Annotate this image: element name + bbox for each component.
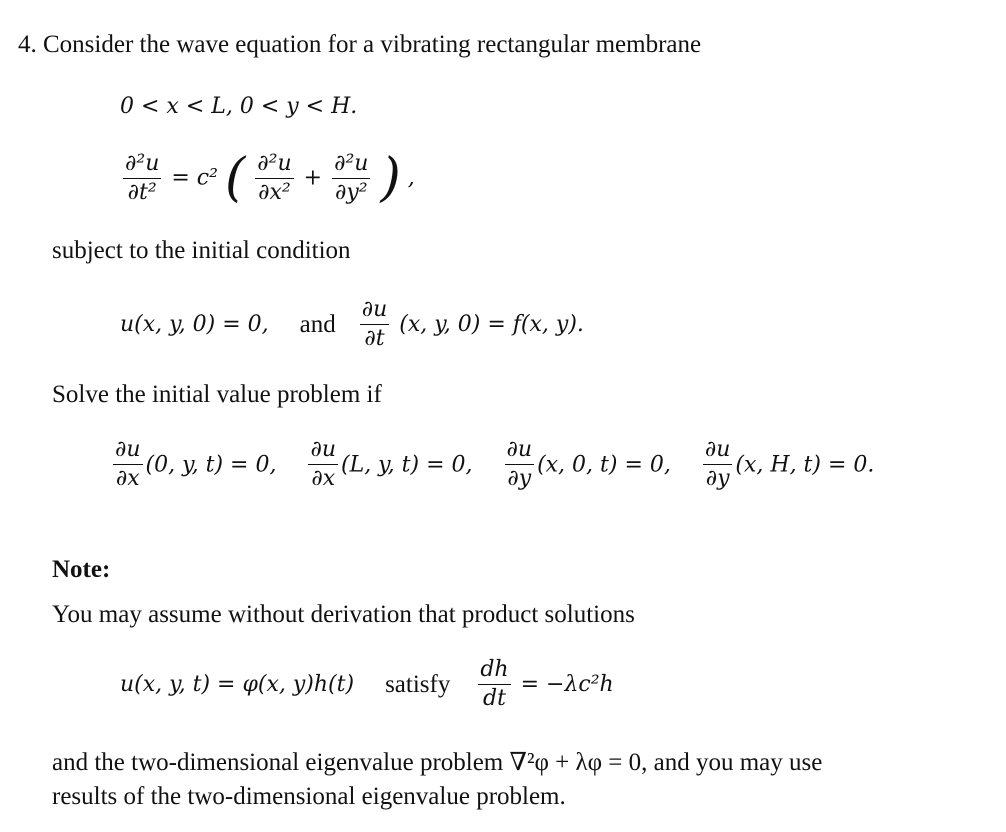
bc-denominator: ∂y <box>505 464 535 493</box>
bc-numerator: ∂u <box>704 437 731 462</box>
problem-statement-line <box>18 30 701 60</box>
satisfy-word: satisfy <box>385 670 451 698</box>
bc-rest: (L, y, t) = 0, <box>341 452 473 477</box>
ode-numerator: dh <box>480 657 509 682</box>
bc-item <box>502 437 678 491</box>
wave-equation <box>120 148 415 208</box>
domain-inequality: 0 < x < L, 0 < y < H. <box>120 94 358 119</box>
pde-term1-denominator: ∂x² <box>255 178 293 207</box>
boundary-conditions <box>110 436 874 493</box>
problem-number: 4. <box>18 31 37 58</box>
ic-velocity-rest: (x, y, 0) = f(x, y). <box>399 312 584 337</box>
ode-rest: = −λc²h <box>520 672 614 697</box>
solve-statement: Solve the initial value problem if <box>52 381 382 408</box>
ic-velocity-fraction <box>360 296 390 353</box>
pde-term2-numerator: ∂²u <box>334 150 369 176</box>
pde-lhs-denominator: ∂t² <box>123 178 161 207</box>
note-text: You may assume without derivation that product solutions <box>52 601 635 628</box>
ic-velocity-numerator: ∂u <box>361 297 388 322</box>
bc-numerator: ∂u <box>115 437 141 462</box>
pde-term1-numerator: ∂²u <box>257 150 292 176</box>
ode-fraction <box>478 656 510 713</box>
bc-rest: (x, 0, t) = 0, <box>537 452 671 477</box>
ic-and: and <box>299 310 336 338</box>
left-paren: ( <box>224 148 246 208</box>
ic-velocity-denominator: ∂t <box>360 324 390 353</box>
bc-item <box>700 437 875 491</box>
pde-term2-fraction <box>332 150 370 207</box>
bc-numerator: ∂u <box>506 437 533 462</box>
pde-equals-c2: = c² <box>171 165 218 191</box>
bc-rest: (x, H, t) = 0. <box>735 452 875 477</box>
pde-lhs-fraction <box>123 150 161 207</box>
product-form: u(x, y, t) = φ(x, y)h(t) <box>120 672 355 697</box>
final-line-1: and the two-dimensional eigenvalue problem ∇²φ + λφ = 0, and you may use <box>52 749 823 776</box>
bc-denominator: ∂x <box>113 464 143 493</box>
pde-lhs-numerator: ∂²u <box>125 150 160 176</box>
pde-term2-denominator: ∂y² <box>332 178 370 207</box>
pde-plus: + <box>303 165 323 191</box>
bc-item <box>305 437 479 491</box>
problem-intro: Consider the wave equation for a vibrating rectangular membrane <box>43 31 702 58</box>
pde-term1-fraction <box>255 150 293 207</box>
pde-trailing-comma: , <box>407 165 415 191</box>
bc-numerator: ∂u <box>310 437 336 462</box>
right-paren: ) <box>380 148 401 208</box>
bc-rest: (0, y, t) = 0, <box>145 452 277 477</box>
bc-item <box>110 437 283 491</box>
ode-denominator: dt <box>478 684 510 713</box>
final-line-2: results of the two-dimensional eigenvalue problem. <box>52 783 566 810</box>
bc-denominator: ∂x <box>308 464 338 493</box>
note-heading: Note: <box>52 556 111 583</box>
initial-conditions <box>120 296 584 353</box>
product-solution <box>120 656 614 713</box>
ic-intro: subject to the initial condition <box>52 237 351 264</box>
bc-denominator: ∂y <box>703 464 733 493</box>
ic-displacement: u(x, y, 0) = 0, <box>120 312 269 337</box>
